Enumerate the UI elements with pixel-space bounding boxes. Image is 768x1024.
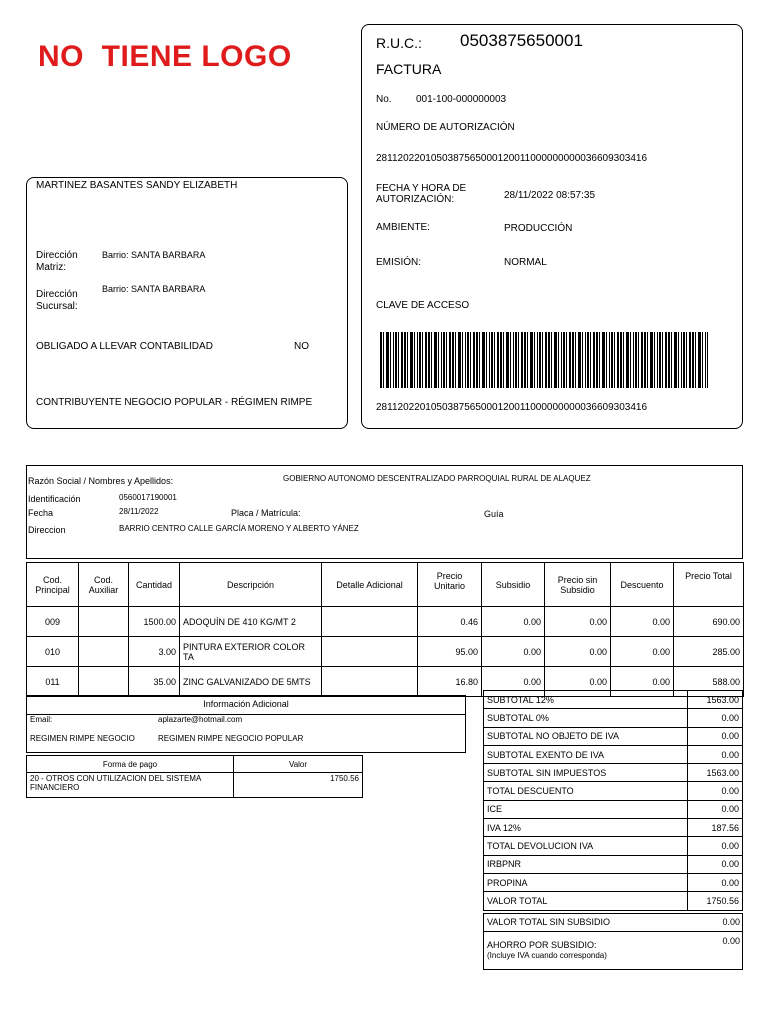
- total-row: [484, 819, 743, 837]
- totals-table: [483, 690, 743, 911]
- payment-method-header: Forma de pago: [27, 756, 234, 773]
- payment-value: 1750.56: [234, 773, 363, 798]
- cell-cod-principal: 009: [27, 607, 79, 637]
- cell-descuento: 0.00: [611, 637, 674, 667]
- total-value: 0.00: [688, 709, 743, 727]
- cell-precio-unitario: 95.00: [418, 637, 482, 667]
- total-row: [484, 764, 743, 782]
- branch-address-value: Barrio: SANTA BARBARA: [102, 284, 206, 294]
- table-row: [27, 637, 744, 667]
- header-precio-total: Precio Total: [674, 563, 744, 607]
- cell-precio-total: 588.00: [674, 667, 744, 697]
- cell-descripcion: ZINC GALVANIZADO DE 5MTS: [180, 667, 322, 697]
- total-value: 1563.00: [688, 691, 743, 709]
- total-label: SUBTOTAL NO OBJETO DE IVA: [484, 727, 688, 745]
- cell-precio-total: 285.00: [674, 637, 744, 667]
- guide-label: Guía: [484, 509, 504, 519]
- total-label: SUBTOTAL SIN IMPUESTOS: [484, 764, 688, 782]
- cell-cod-principal: 011: [27, 667, 79, 697]
- cell-precio-total: 690.00: [674, 607, 744, 637]
- header-cantidad: Cantidad: [129, 563, 180, 607]
- total-value: 0.00: [688, 745, 743, 763]
- header-cod-principal: Cod. Principal: [27, 563, 79, 607]
- cell-precio-unitario: 16.80: [418, 667, 482, 697]
- total-label: IVA 12%: [484, 819, 688, 837]
- cell-cod-auxiliar: [79, 637, 129, 667]
- access-key-label: CLAVE DE ACCESO: [376, 300, 470, 311]
- cell-descuento: 0.00: [611, 607, 674, 637]
- total-row: [484, 691, 743, 709]
- header-precio-sin-subsidio: Precio sin Subsidio: [545, 563, 611, 607]
- total-value: 0.00: [688, 782, 743, 800]
- additional-info-title: Información Adicional: [203, 699, 289, 709]
- total-row: [484, 837, 743, 855]
- total-value: 0.00: [688, 837, 743, 855]
- authorization-number: 2811202201050387565000120011000000000036609303416: [376, 153, 648, 164]
- total-row: [484, 873, 743, 891]
- access-key-barcode: [380, 332, 708, 388]
- total-row: [484, 892, 743, 910]
- cell-precio-sin-subsidio: 0.00: [545, 637, 611, 667]
- cell-cantidad: 3.00: [129, 637, 180, 667]
- cell-cod-principal: 010: [27, 637, 79, 667]
- total-value: 1563.00: [688, 764, 743, 782]
- table-row: [27, 607, 744, 637]
- subsidy-savings-label: AHORRO POR SUBSIDIO:: [487, 940, 597, 950]
- cell-cantidad: 35.00: [129, 667, 180, 697]
- cell-cod-auxiliar: [79, 667, 129, 697]
- total-row: [484, 745, 743, 763]
- total-label: ICE: [484, 800, 688, 818]
- accounting-label: OBLIGADO A LLEVAR CONTABILIDAD: [36, 341, 213, 352]
- issuer-name: MARTINEZ BASANTES SANDY ELIZABETH: [36, 180, 238, 191]
- matrix-address-label: Dirección Matriz:: [36, 250, 78, 273]
- invoice-number-label: No.: [376, 94, 392, 105]
- total-value: 0.00: [688, 873, 743, 891]
- cell-descripcion: ADOQUÍN DE 410 KG/MT 2: [180, 607, 322, 637]
- payment-value-header: Valor: [234, 756, 363, 773]
- client-name-value: GOBIERNO AUTONOMO DESCENTRALIZADO PARROQUIAL RURAL DE ALAQUEZ: [283, 474, 591, 483]
- subsidy-savings-value: 0.00: [722, 936, 740, 946]
- authorization-date-label: FECHA Y HORA DE AUTORIZACIÓN:: [376, 183, 467, 205]
- cell-descripcion: PINTURA EXTERIOR COLOR TA: [180, 637, 322, 667]
- total-label: SUBTOTAL 12%: [484, 691, 688, 709]
- emission-label: EMISIÓN:: [376, 257, 422, 268]
- cell-precio-sin-subsidio: 0.00: [545, 667, 611, 697]
- ruc-value: 0503875650001: [460, 31, 583, 50]
- client-date-value: 28/11/2022: [119, 507, 159, 516]
- logo-placeholder: NO TIENE LOGO: [38, 40, 292, 73]
- plate-label: Placa / Matrícula:: [231, 508, 301, 518]
- header-descripcion: Descripción: [180, 563, 322, 607]
- total-row: [484, 709, 743, 727]
- total-row: [484, 800, 743, 818]
- cell-precio-sin-subsidio: 0.00: [545, 607, 611, 637]
- emission-value: NORMAL: [504, 257, 547, 268]
- payment-method: 20 - OTROS CON UTILIZACION DEL SISTEMA FINANCIERO: [27, 773, 234, 798]
- access-key-value: 2811202201050387565000120011000000000036609303416: [376, 402, 648, 413]
- document-type: FACTURA: [376, 61, 442, 77]
- items-table: [26, 562, 744, 697]
- authorization-label: NÚMERO DE AUTORIZACIÓN: [376, 122, 515, 133]
- subsidy-total-value: 0.00: [722, 917, 740, 927]
- total-value: 0.00: [688, 800, 743, 818]
- accounting-value: NO: [294, 341, 309, 352]
- tax-regime: CONTRIBUYENTE NEGOCIO POPULAR - RÉGIMEN RIMPE: [36, 397, 313, 408]
- cell-detalle-adicional: [322, 667, 418, 697]
- email-label: Email:: [30, 715, 53, 724]
- header-cod-auxiliar: Cod. Auxiliar: [79, 563, 129, 607]
- cell-cod-auxiliar: [79, 607, 129, 637]
- email-value: aplazarte@hotmail.com: [158, 715, 243, 724]
- total-value: 1750.56: [688, 892, 743, 910]
- regime-info-label: REGIMEN RIMPE NEGOCIO: [30, 734, 135, 743]
- matrix-address-value: Barrio: SANTA BARBARA: [102, 250, 206, 260]
- cell-detalle-adicional: [322, 637, 418, 667]
- cell-subsidio: 0.00: [482, 667, 545, 697]
- authorization-date-value: 28/11/2022 08:57:35: [504, 190, 596, 201]
- total-row: [484, 855, 743, 873]
- header-precio-unitario: Precio Unitario: [418, 563, 482, 607]
- invoice-number-value: 001-100-000000003: [416, 94, 507, 105]
- client-name-label: Razón Social / Nombres y Apellidos:: [28, 476, 174, 486]
- total-value: 0.00: [688, 727, 743, 745]
- cell-precio-unitario: 0.46: [418, 607, 482, 637]
- cell-subsidio: 0.00: [482, 607, 545, 637]
- header-subsidio: Subsidio: [482, 563, 545, 607]
- total-label: SUBTOTAL 0%: [484, 709, 688, 727]
- subsidy-savings-note: (Incluye IVA cuando corresponda): [487, 951, 607, 960]
- total-label: SUBTOTAL EXENTO DE IVA: [484, 745, 688, 763]
- total-row: [484, 727, 743, 745]
- client-date-label: Fecha: [28, 508, 54, 518]
- total-value: 187.56: [688, 819, 743, 837]
- total-label: IRBPNR: [484, 855, 688, 873]
- client-id-value: 0560017190001: [119, 493, 177, 502]
- regime-info-value: REGIMEN RIMPE NEGOCIO POPULAR: [158, 734, 304, 743]
- environment-value: PRODUCCIÓN: [504, 223, 573, 234]
- cell-detalle-adicional: [322, 607, 418, 637]
- total-value: 0.00: [688, 855, 743, 873]
- items-table-header: [27, 563, 744, 607]
- total-row: [484, 782, 743, 800]
- cell-descuento: 0.00: [611, 667, 674, 697]
- client-address-value: BARRIO CENTRO CALLE GARCÍA MORENO Y ALBERTO YÁNEZ: [119, 524, 359, 533]
- cell-cantidad: 1500.00: [129, 607, 180, 637]
- header-descuento: Descuento: [611, 563, 674, 607]
- client-address-label: Direccion: [28, 525, 66, 535]
- total-label: PROPINA: [484, 873, 688, 891]
- ruc-label: R.U.C.:: [376, 35, 422, 51]
- environment-label: AMBIENTE:: [376, 222, 430, 233]
- subsidy-total-label: VALOR TOTAL SIN SUBSIDIO: [487, 917, 611, 927]
- cell-subsidio: 0.00: [482, 637, 545, 667]
- total-label: TOTAL DESCUENTO: [484, 782, 688, 800]
- header-detalle-adicional: Detalle Adicional: [322, 563, 418, 607]
- total-label: TOTAL DEVOLUCION IVA: [484, 837, 688, 855]
- branch-address-label: Dirección Sucursal:: [36, 289, 78, 312]
- client-id-label: Identificación: [28, 494, 81, 504]
- total-label: VALOR TOTAL: [484, 892, 688, 910]
- payment-table: [26, 755, 363, 798]
